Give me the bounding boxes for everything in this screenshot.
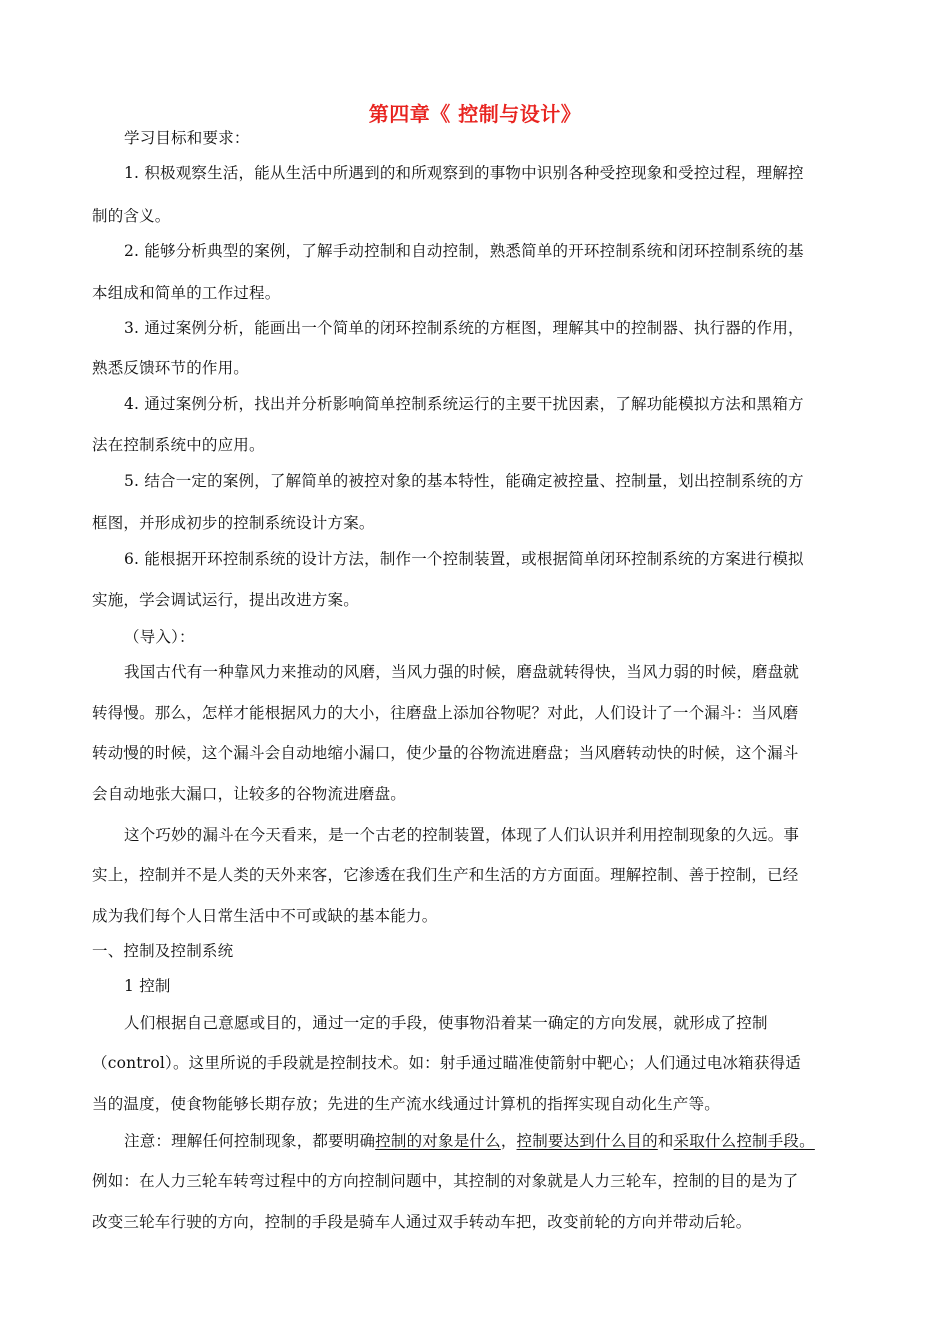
- objectives-heading: 学习目标和要求：: [124, 129, 250, 147]
- objective-2-line-1: 2. 能够分析典型的案例，了解手动控制和自动控制，熟悉简单的开环控制系统和闭环控制系统的基: [124, 242, 804, 260]
- section-1-heading: 一、控制及控制系统: [92, 942, 234, 960]
- example-p-line-2: 改变三轮车行驶的方向，控制的手段是骑车人通过双手转动车把，改变前轮的方向并带动后轮。: [92, 1213, 752, 1231]
- example-p-line-1: 例如：在人力三轮车转弯过程中的方向控制问题中，其控制的对象就是人力三轮车，控制的目的是为了: [92, 1172, 799, 1190]
- objective-5-line-2: 框图，并形成初步的控制系统设计方案。: [92, 514, 375, 532]
- intro-p1-line-4: 会自动地张大漏口，让较多的谷物流进磨盘。: [92, 785, 407, 803]
- note-control-purpose: 控制要达到什么目的: [516, 1132, 658, 1150]
- intro-p1-line-2: 转得慢。那么，怎样才能根据风力的大小，往磨盘上添加谷物呢？对此，人们设计了一个漏斗：当风磨: [92, 704, 799, 722]
- objective-4-line-1: 4. 通过案例分析，找出并分析影响简单控制系统运行的主要干扰因素，了解功能模拟方法和黑箱方: [124, 395, 804, 413]
- objective-6-line-1: 6. 能根据开环控制系统的设计方法，制作一个控制装置，或根据简单闭环控制系统的方案进行模拟: [124, 550, 804, 568]
- note-control-means: 采取什么控制手段。: [673, 1132, 815, 1150]
- control-p-line-2: （control）。这里所说的手段就是控制技术。如：射手通过瞄准使箭射中靶心；人们通过电冰箱获得适: [92, 1054, 801, 1072]
- intro-heading: （导入）：: [124, 628, 195, 646]
- chapter-title: 第四章《 控制与设计》: [368, 102, 582, 126]
- intro-p2-line-2: 实上，控制并不是人类的天外来客，它渗透在我们生产和生活的方方面面。理解控制、善于控制，已经: [92, 866, 799, 884]
- objective-5-line-1: 5. 结合一定的案例，了解简单的被控对象的基本特性，能确定被控量、控制量，划出控制系统的方: [124, 472, 804, 490]
- note-control-object: 控制的对象是什么: [375, 1132, 501, 1150]
- intro-p1-line-1: 我国古代有一种靠风力来推动的风磨，当风力强的时候，磨盘就转得快，当风力弱的时候，磨盘就: [124, 663, 800, 681]
- objective-3-line-1: 3. 通过案例分析，能画出一个简单的闭环控制系统的方框图，理解其中的控制器、执行器的作用，: [124, 319, 804, 337]
- note-prefix: 注意：理解任何控制现象，都要明确: [124, 1132, 376, 1150]
- note-line: [124, 1131, 815, 1151]
- control-p-line-3: 当的温度，使食物能够长期存放；先进的生产流水线通过计算机的指挥实现自动化生产等。: [92, 1095, 721, 1113]
- objective-1-line-2: 制的含义。: [92, 207, 171, 225]
- objective-1-line-1: 1. 积极观察生活，能从生活中所遇到的和所观察到的事物中识别各种受控现象和受控过程，理解控: [124, 164, 804, 182]
- objective-4-line-2: 法在控制系统中的应用。: [92, 436, 265, 454]
- objective-2-line-2: 本组成和简单的工作过程。: [92, 284, 281, 302]
- objective-3-line-2: 熟悉反馈环节的作用。: [92, 359, 250, 377]
- intro-p1-line-3: 转动慢的时候，这个漏斗会自动地缩小漏口，使少量的谷物流进磨盘；当风磨转动快的时候，这个漏斗: [92, 744, 799, 762]
- intro-p2-line-1: 这个巧妙的漏斗在今天看来，是一个古老的控制装置，体现了人们认识并利用控制现象的久远。事: [124, 826, 800, 844]
- subsection-1-heading: 1 控制: [124, 977, 171, 995]
- intro-p2-line-3: 成为我们每个人日常生活中不可或缺的基本能力。: [92, 907, 438, 925]
- objective-6-line-2: 实施，学会调试运行，提出改进方案。: [92, 591, 359, 609]
- note-separator-1: ，: [500, 1132, 517, 1150]
- note-separator-2: 和: [657, 1132, 674, 1150]
- control-p-line-1: 人们根据自己意愿或目的，通过一定的手段，使事物沿着某一确定的方向发展，就形成了控制: [124, 1014, 768, 1032]
